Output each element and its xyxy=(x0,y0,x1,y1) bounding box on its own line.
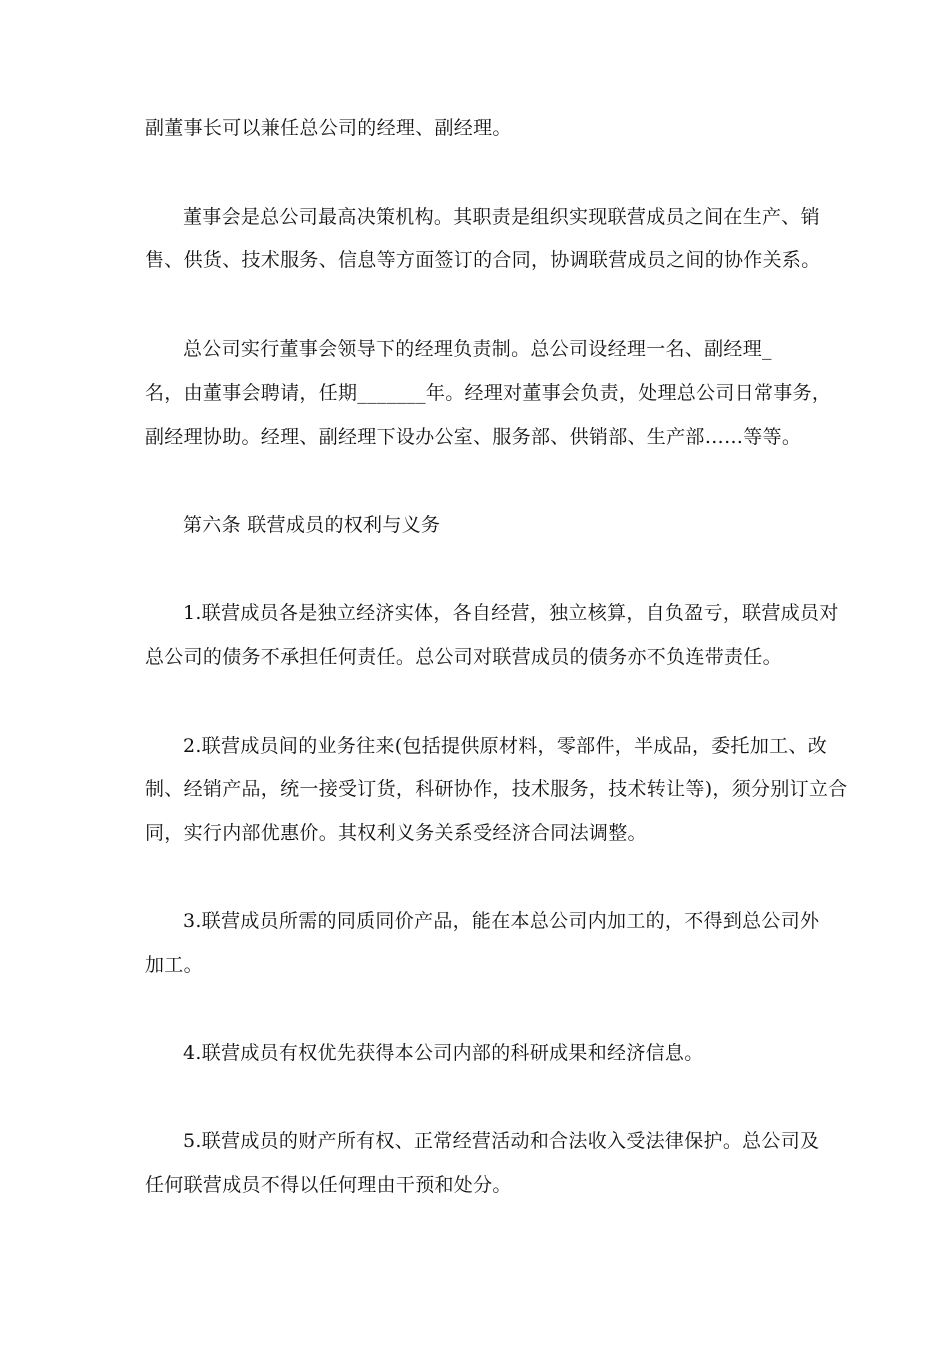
paragraph-2-line-1: 董事会是总公司最高决策机构。其职责是组织实现联营成员之间在生产、销 xyxy=(183,206,820,228)
paragraph-9-line-2: 任何联营成员不得以任何理由干预和处分。 xyxy=(145,1174,512,1196)
paragraph-6-line-2: 制、经销产品，统一接受订货，科研协作，技术服务，技术转让等)，须分别订立合 xyxy=(145,778,848,800)
paragraph-5-line-1: 1.联营成员各是独立经济实体，各自经营，独立核算，自负盈亏，联营成员对 xyxy=(183,602,839,624)
paragraph-5-line-2: 总公司的债务不承担任何责任。总公司对联营成员的债务亦不负连带责任。 xyxy=(145,646,782,668)
paragraph-6-line-3: 同，实行内部优惠价。其权利义务关系受经济合同法调整。 xyxy=(145,822,647,844)
paragraph-8-line-1: 4.联营成员有权优先获得本公司内部的科研成果和经济信息。 xyxy=(183,1042,704,1064)
paragraph-3-line-3: 副经理协助。经理、副经理下设办公室、服务部、供销部、生产部……等等。 xyxy=(145,426,802,448)
paragraph-3-line-2: 名，由董事会聘请，任期_______年。经理对董事会负责，处理总公司日常事务， xyxy=(145,382,832,404)
paragraph-9-line-1: 5.联营成员的财产所有权、正常经营活动和合法收入受法律保护。总公司及 xyxy=(183,1130,820,1152)
paragraph-7-line-1: 3.联营成员所需的同质同价产品，能在本总公司内加工的，不得到总公司外 xyxy=(183,910,820,932)
paragraph-2-line-2: 售、供货、技术服务、信息等方面签订的合同，协调联营成员之间的协作关系。 xyxy=(145,249,821,271)
paragraph-6-line-1: 2.联营成员间的业务往来(包括提供原材料，零部件，半成品，委托加工、改 xyxy=(183,735,828,757)
paragraph-7-line-2: 加工。 xyxy=(145,954,203,976)
paragraph-3-line-1: 总公司实行董事会领导下的经理负责制。总公司设经理一名、副经理_ xyxy=(183,338,772,360)
paragraph-1-line-1: 副董事长可以兼任总公司的经理、副经理。 xyxy=(145,117,512,139)
section-heading-article-6: 第六条 联营成员的权利与义务 xyxy=(183,514,441,536)
